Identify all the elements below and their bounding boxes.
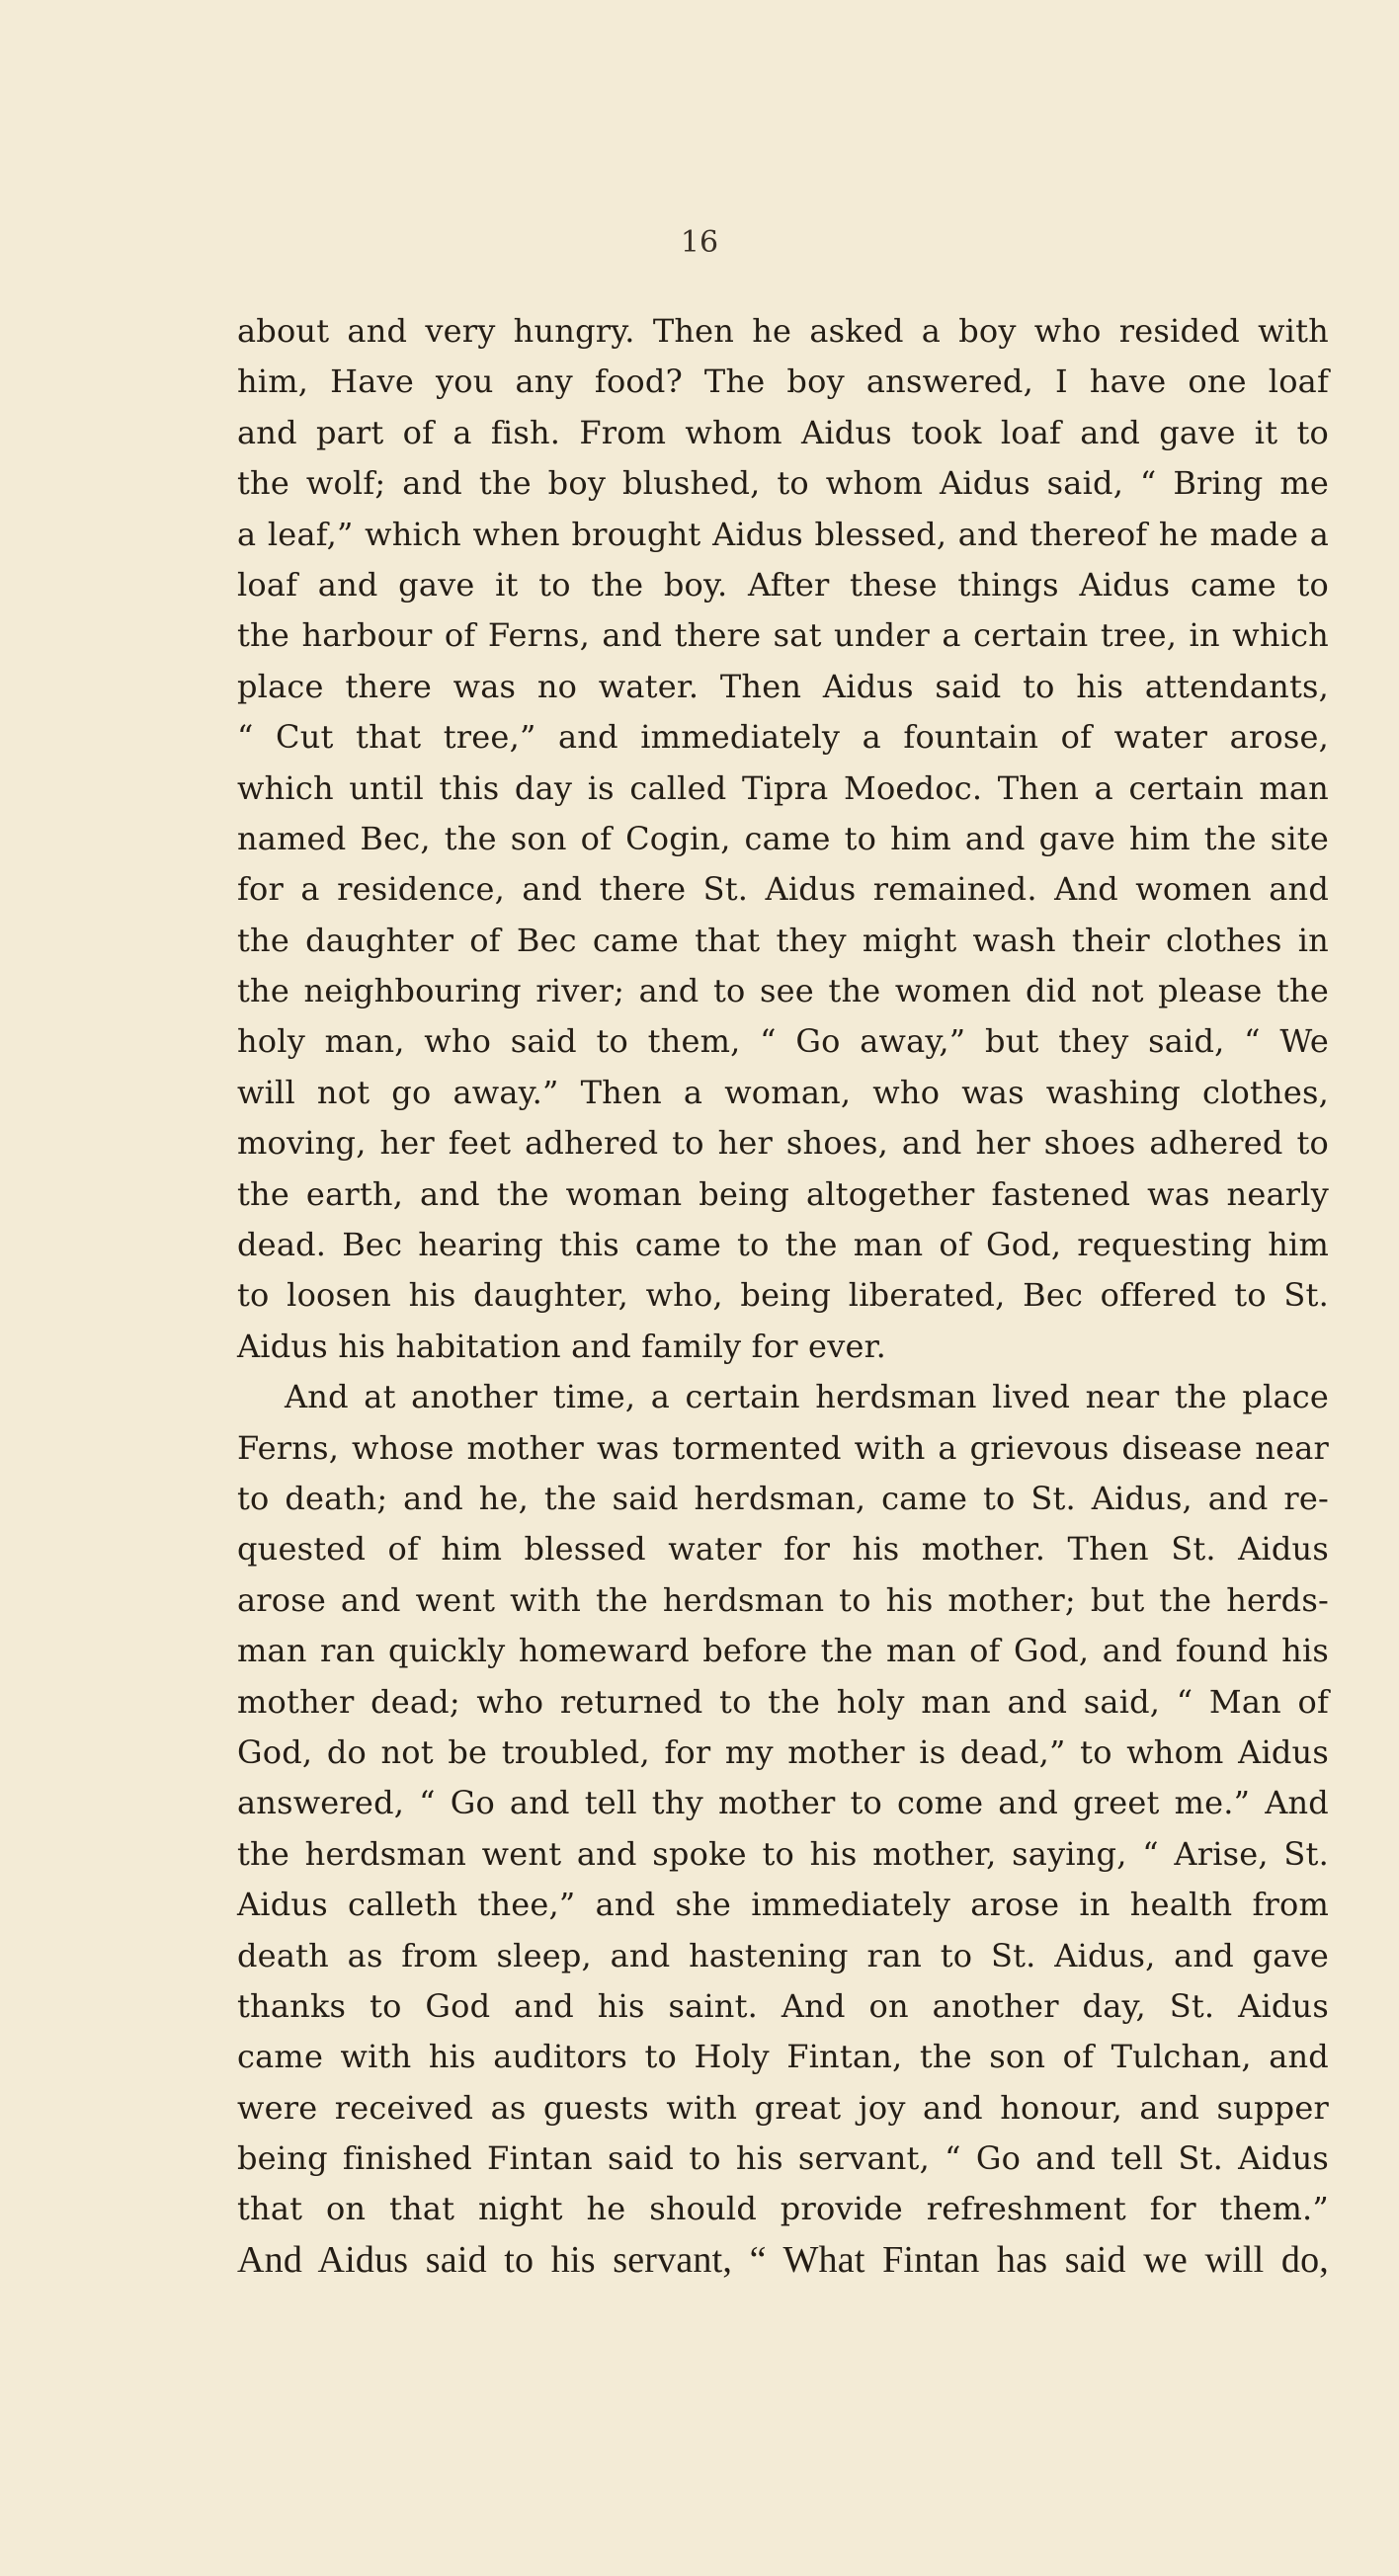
text-line: dead. Bec hearing this came to the man of God, requesting him — [237, 1226, 1329, 1264]
text-line: thanks to God and his saint. And on another day, St. Aidus — [237, 1986, 1329, 2025]
text-line: the earth, and the woman being altogether fastened was nearly — [237, 1174, 1329, 1213]
text-line: moving, her feet adhered to her shoes, and her shoes adhered to — [237, 1124, 1329, 1163]
text-line: quested of him blessed water for his mother. Then St. Aidus — [237, 1530, 1329, 1569]
text-line: place there was no water. Then Aidus said to his attendants, — [237, 667, 1329, 705]
text-line: named Bec, the son of Cogin, came to him and gave him the site — [237, 819, 1329, 857]
text-line: “ Cut that tree,” and immediately a fountain of water arose, — [237, 718, 1329, 757]
text-line: to loosen his daughter, who, being liberated, Bec offered to St. — [237, 1276, 1329, 1315]
text-line: him, Have you any food? The boy answered, I have one loaf — [237, 362, 1329, 401]
text-line: Aidus calleth thee,” and she immediately arose in health from — [237, 1886, 1329, 1924]
text-line: holy man, who said to them, “ Go away,” but they said, “ We — [237, 1022, 1329, 1061]
text-line: to death; and he, the said herdsman, came to St. Aidus, and re- — [237, 1479, 1329, 1517]
text-line: which until this day is called Tipra Moedoc. Then a certain man — [237, 768, 1329, 807]
text-line: will not go away.” Then a woman, who was washing clothes, — [237, 1073, 1329, 1111]
text-line: for a residence, and there St. Aidus remained. And women and — [237, 870, 1329, 909]
text-line: man ran quickly homeward before the man of God, and found his — [237, 1632, 1329, 1670]
text-line: that on that night he should provide refreshment for them.” — [237, 2190, 1329, 2228]
text-line: the daughter of Bec came that they might wash their clothes in — [237, 921, 1329, 959]
text-line: Aidus his habitation and family for ever. — [237, 1327, 886, 1365]
text-line: being finished Fintan said to his servant, “ Go and tell St. Aidus — [237, 2139, 1329, 2178]
text-line: God, do not be troubled, for my mother is dead,” to whom Aidus — [237, 1732, 1329, 1771]
text-line: And Aidus said to his servant, “ What Fintan has said we will do, — [237, 2238, 1329, 2281]
text-line: a leaf,” which when brought Aidus blessed, and thereof he made a — [237, 515, 1329, 553]
page-number: 16 — [680, 225, 719, 260]
text-line: loaf and gave it to the boy. After these things Aidus came to — [237, 565, 1329, 604]
text-line: and part of a fish. From whom Aidus took loaf and gave it to — [237, 413, 1329, 451]
paragraph-start-line: And at another time, a certain herdsman lived near the place — [285, 1378, 1329, 1416]
text-line: the herdsman went and spoke to his mother, saying, “ Arise, St. — [237, 1834, 1329, 1873]
text-line: came with his auditors to Holy Fintan, the son of Tulchan, and — [237, 2038, 1329, 2076]
text-line: were received as guests with great joy and honour, and supper — [237, 2088, 1329, 2127]
text-line: answered, “ Go and tell thy mother to come and greet me.” And — [237, 1784, 1329, 1822]
text-line: about and very hungry. Then he asked a boy who resided with — [237, 312, 1329, 350]
text-line: the neighbouring river; and to see the women did not please the — [237, 972, 1329, 1010]
text-line: arose and went with the herdsman to his mother; but the herds- — [237, 1580, 1329, 1619]
text-line: mother dead; who returned to the holy man and said, “ Man of — [237, 1682, 1329, 1721]
text-line: Ferns, whose mother was tormented with a grievous disease near — [237, 1428, 1329, 1467]
text-line: the harbour of Ferns, and there sat under a certain tree, in which — [237, 616, 1329, 655]
body-text — [237, 306, 1329, 2286]
text-line: the wolf; and the boy blushed, to whom Aidus said, “ Bring me — [237, 464, 1329, 503]
text-line: death as from sleep, and hastening ran to St. Aidus, and gave — [237, 1936, 1329, 1974]
